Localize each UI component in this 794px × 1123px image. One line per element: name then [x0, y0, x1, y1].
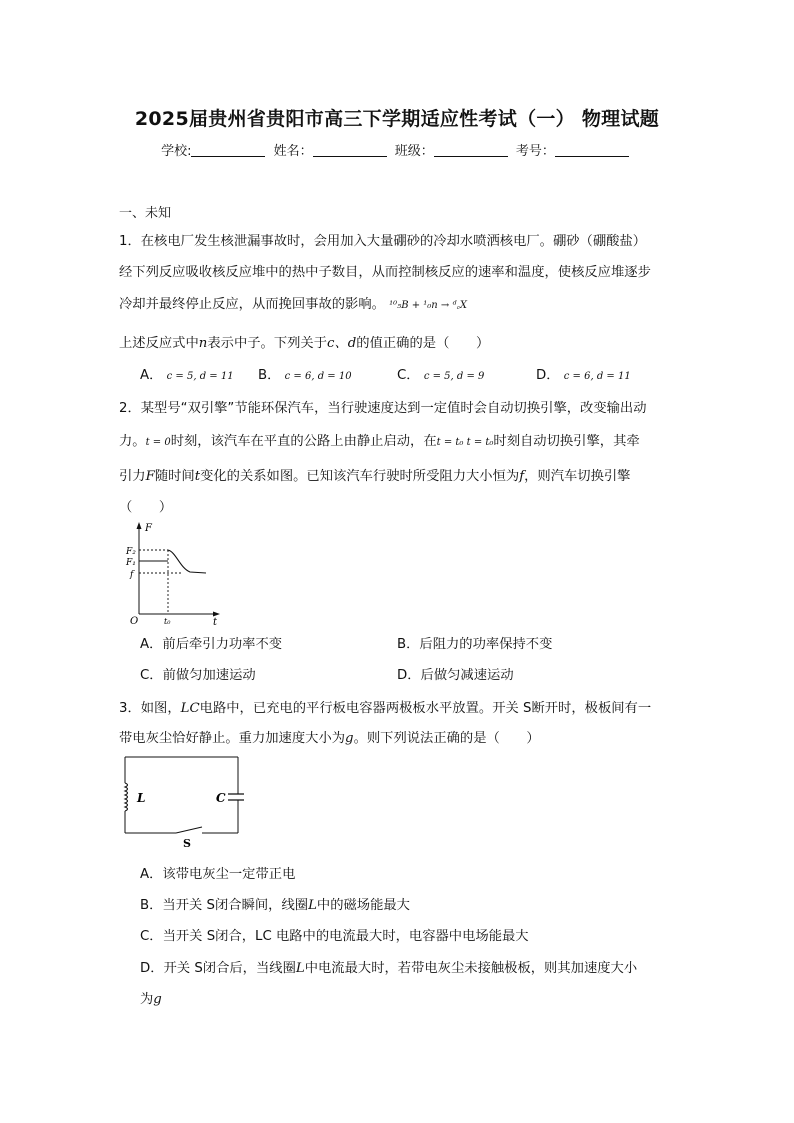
q2-var-f: f	[519, 469, 525, 484]
q2-line-1: 2．某型号“双引擎”节能环保汽车，当行驶速度达到一定值时会自动切换引擎，改变输出动	[119, 401, 647, 416]
q3-text-c: 带电灰尘恰好静止。重力加速度大小为	[119, 731, 346, 746]
q1-line-1: 1．在核电厂发生核泄漏事故时，会用加入大量硼砂的冷却水喷洒核电厂。硼砂（硼酸盐）	[119, 234, 647, 249]
y-axis-arrow	[137, 522, 142, 529]
class-blank[interactable]	[434, 144, 508, 157]
q2-option-d-key: D．	[397, 668, 421, 683]
q3-option-a-text: A．该带电灰尘一定带正电	[140, 867, 296, 882]
t0-label: t₀	[164, 617, 171, 626]
q2-var-t: t	[194, 469, 201, 484]
q3-line-2	[119, 727, 540, 746]
q1-option-a-key: A．	[140, 368, 163, 383]
q1-text-d: 的值正确的是（ ）	[356, 336, 490, 351]
q2-t1: t = t₀ t = t₀	[436, 437, 494, 448]
q3-option-d-cont	[140, 988, 162, 1007]
q1-option-c-text: c = 5, d = 9	[423, 371, 485, 382]
switch-label: S	[183, 837, 191, 850]
y-axis-label: F	[145, 523, 152, 534]
q1-var-n: n	[198, 336, 208, 351]
q3-line-1	[119, 697, 651, 716]
school-blank[interactable]	[191, 144, 265, 157]
q2-option-c-text: 前做匀加速运动	[162, 668, 256, 683]
switch-lever[interactable]	[176, 827, 202, 833]
q3-var-LC: LC	[180, 701, 200, 716]
q3-var-g: g	[345, 731, 354, 746]
q3-option-d-cont-text: 为	[140, 992, 154, 1007]
q2-text-e: 随时间	[154, 469, 195, 484]
q2-line-3	[119, 465, 630, 484]
q3-option-d-text-b: 中电流最大时，若带电灰尘未接触极板，则其加速度大小	[304, 961, 638, 976]
q2-option-c-key: C．	[140, 668, 163, 683]
q2-text-d: 引力	[119, 469, 146, 484]
page-title: 2025届贵州省贵阳市高三下学期适应性考试（一） 物理试题	[134, 108, 660, 130]
q2-option-b-key: B．	[397, 637, 420, 652]
q2-option-b[interactable]	[397, 633, 552, 652]
q1-line-3-text: 冷却并最终停止反应，从而挽回事故的影响。	[119, 297, 385, 312]
q2-option-a-text: 前后牵引力功率不变	[162, 637, 283, 652]
q1-line-2: 经下列反应吸收核反应堆中的热中子数目，从而控制核反应的速率和温度，使核反应堆逐步	[119, 265, 651, 280]
q1-var-cd: c、d	[327, 336, 357, 351]
q2-t0: t = 0	[145, 437, 171, 448]
q2-line-4: （ ）	[119, 500, 173, 515]
inductor-label: L	[137, 791, 146, 805]
x-axis-arrow	[213, 612, 220, 617]
q1-option-a[interactable]	[140, 364, 234, 383]
lc-circuit-diagram	[120, 750, 244, 850]
q2-text-b: 时刻，该汽车在平直的公路上由静止启动，在	[170, 434, 437, 449]
q2-text-c: 时刻自动切换引擎，其牵	[493, 434, 640, 449]
name-blank[interactable]	[313, 144, 387, 157]
q3-option-b-text-b: 中的磁场能最大	[316, 898, 410, 913]
q1-line-4	[119, 332, 489, 351]
q3-option-d-var: L	[295, 961, 305, 976]
q1-option-a-text: c = 5, d = 11	[166, 371, 234, 382]
student-info-fields	[0, 140, 794, 159]
q1-option-b[interactable]	[258, 364, 352, 383]
q2-text-f: 变化的关系如图。已知该汽车行驶时所受阻力大小恒为	[200, 469, 520, 484]
name-label: 姓名：	[273, 144, 313, 159]
q1-option-d-text: c = 6, d = 11	[563, 371, 631, 382]
q3-option-c[interactable]	[140, 925, 529, 944]
section-heading: 一、未知	[119, 206, 172, 221]
q3-text-a: 3．如图，	[119, 701, 181, 716]
q3-option-d-cont-var: g	[153, 992, 162, 1007]
q1-option-b-text: c = 6, d = 10	[284, 371, 352, 382]
q1-equation: ¹⁰₅B + ¹₀n → ᵈ꜀X	[389, 300, 468, 311]
q2-option-c[interactable]	[140, 664, 256, 683]
q1-line-3	[119, 293, 467, 312]
x-axis-label: t	[213, 617, 218, 628]
q3-option-b-var: L	[308, 898, 317, 913]
q2-line-2	[119, 430, 640, 449]
q1-option-d-key: D．	[536, 368, 560, 383]
school-label: 学校:	[161, 144, 192, 159]
q1-text-a: 上述反应式中	[119, 336, 199, 351]
q3-text-b: 电路中，已充电的平行板电容器两极板水平放置。开关 S断开时，极板间有一	[199, 701, 652, 716]
q2-text-a: 力。	[119, 434, 146, 449]
q2-option-a[interactable]	[140, 633, 282, 652]
q2-option-d[interactable]	[397, 664, 514, 683]
q2-option-d-text: 后做匀减速运动	[420, 668, 514, 683]
F1-label: F₁	[126, 558, 136, 568]
q2-text-g: ，则汽车切换引擎	[524, 469, 631, 484]
f-label: f	[130, 570, 134, 580]
q3-option-b-text-a: B．当开关 S闭合瞬间，线圈	[140, 898, 309, 913]
class-label: 班级：	[394, 144, 434, 159]
q3-option-a[interactable]	[140, 863, 295, 882]
q1-option-d[interactable]	[536, 364, 631, 383]
q3-option-c-text: C．当开关 S闭合，LC 电路中的电流最大时，电容器中电场能最大	[140, 929, 529, 944]
q2-option-a-key: A．	[140, 637, 163, 652]
q3-option-b[interactable]	[140, 894, 410, 913]
inductor-coil	[125, 783, 128, 811]
capacitor-label: C	[216, 791, 226, 805]
q1-option-c[interactable]	[397, 364, 484, 383]
force-time-graph	[122, 520, 226, 628]
q3-option-d-text-a: D．开关 S闭合后，当线圈	[140, 961, 296, 976]
F2-label: F₂	[126, 547, 136, 557]
force-decay-curve	[168, 550, 206, 573]
q3-text-d: 。则下列说法正确的是（ ）	[353, 731, 540, 746]
q3-option-d[interactable]	[140, 957, 637, 976]
q1-option-c-key: C．	[397, 368, 420, 383]
q1-option-b-key: B．	[258, 368, 281, 383]
q2-var-F: F	[145, 469, 155, 484]
q2-option-b-text: 后阻力的功率保持不变	[419, 637, 553, 652]
origin-label: O	[130, 616, 139, 627]
id-blank[interactable]	[555, 144, 629, 157]
id-label: 考号：	[515, 144, 555, 159]
q1-text-b: 表示中子。下列关于	[207, 336, 328, 351]
